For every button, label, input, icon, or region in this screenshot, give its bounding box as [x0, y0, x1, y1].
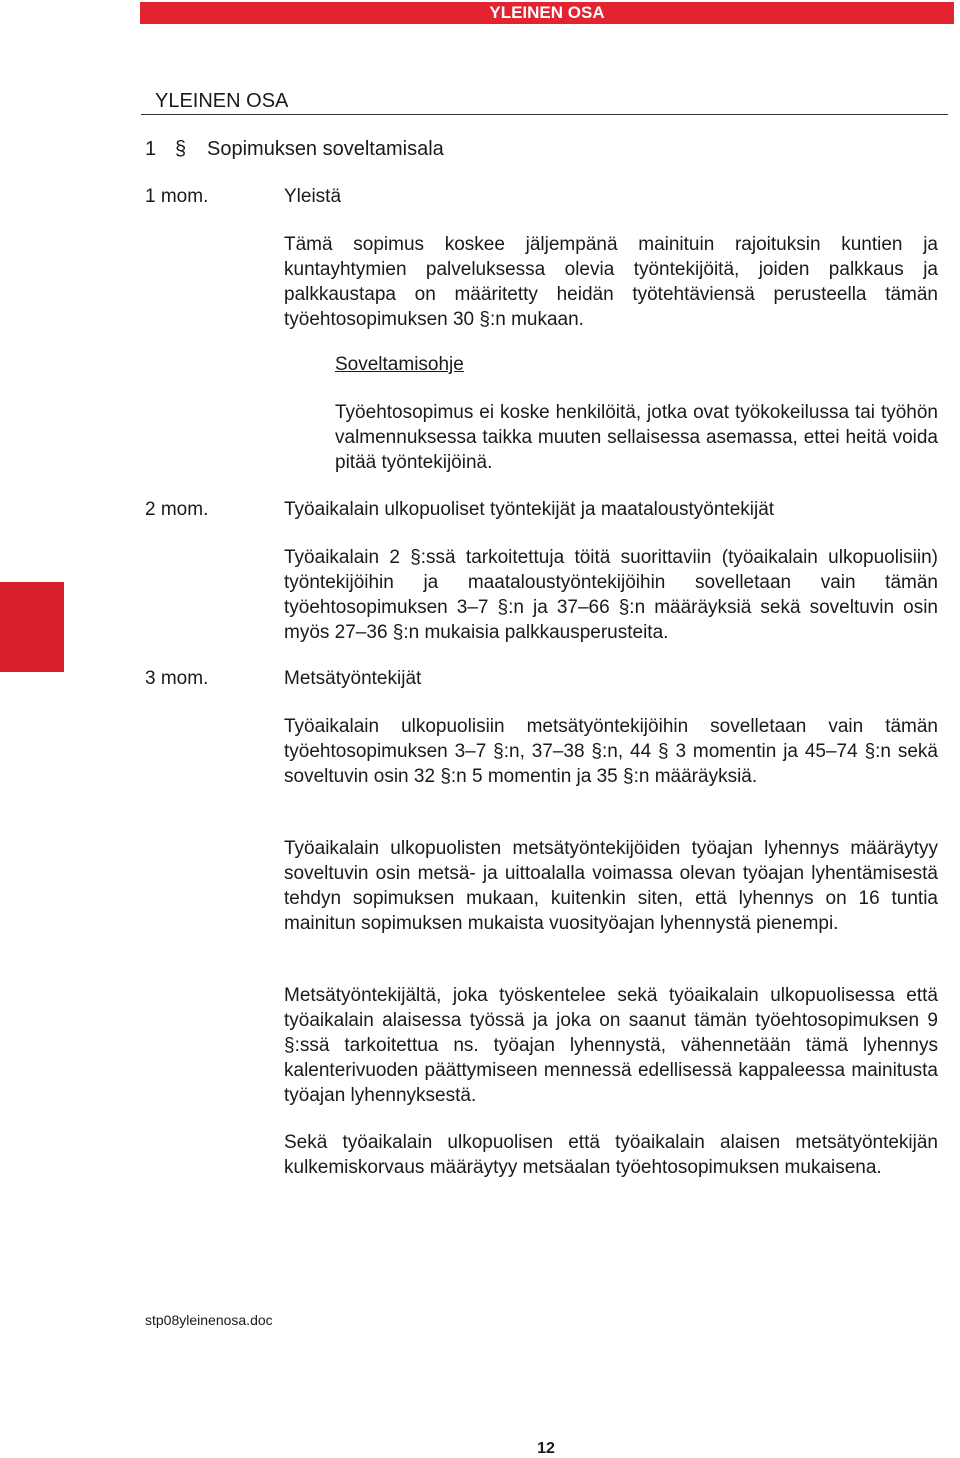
mom3-paragraph: Metsätyöntekijältä, joka työskentelee sekä työaikalain ulkopuolisessa että työaikalain alaisessa työssä ja joka on saanut tämän työehtosopimuksen 9 §:ssä tarkoitettua ns. työajan lyhennystä, vähennetään tämä lyhennys kalenterivuoden päättymiseen mennessä edellisessä kappaleessa mainitusta työajan lyhennyksestä.: [284, 985, 938, 1106]
section-symbol: §: [175, 138, 187, 160]
mom3-paragraph: Sekä työaikalain ulkopuolisen että työaikalain alaisen metsätyöntekijän kulkemiskorvaus määräytyy metsäalan työehtosopimuksen mukaisena.: [284, 1132, 938, 1178]
mom1-paragraph: Tämä sopimus koskee jäljempänä mainituin rajoituksin kuntien ja kuntayhtymien palveluksessa olevia työntekijöitä, joiden palkkaus ja palkkaustapa on määritetty heidän työtehtäviensä perusteella tämän työehtosopimuksen 30 §:n mukaan.: [284, 234, 938, 330]
application-note-text: Työehtosopimus ei koske henkilöitä, jotka ovat työkokeilussa tai työhön valmennuksessa taikka muuten sellaisessa asemassa, ettei heitä voida pitää työntekijöinä.: [335, 402, 938, 473]
mom2-text: [284, 545, 938, 645]
mom3-paragraph: Työaikalain ulkopuolisiin metsätyöntekijöihin sovelletaan vain tämän työehtosopimuksen 3‒7 §:n, 37‒38 §:n, 44 § 3 momentin ja 45‒74 §:n sekä soveltuvin osin 32 §:n 5 momentin ja 35 §:n määräyksiä.: [284, 716, 938, 787]
mom3-text-4: [284, 1130, 938, 1180]
mom1-text: [284, 232, 938, 332]
paragraph-heading: [145, 138, 444, 161]
mom1-label: 1 mom.: [145, 186, 209, 207]
title-divider: [141, 114, 948, 115]
footer-filename: stp08yleinenosa.doc: [145, 1312, 273, 1328]
mom2-label: 2 mom.: [145, 499, 209, 520]
paragraph-title: Sopimuksen soveltamisala: [207, 138, 444, 160]
mom1-title: Yleistä: [284, 186, 342, 207]
mom3-text-2: [284, 836, 938, 936]
mom3-paragraph: Työaikalain ulkopuolisten metsätyöntekijöiden työajan lyhennys määräytyy soveltuvin osin metsä- ja uittoalalla voimassa olevan työajan lyhentämisestä tehdyn sopimuksen mukaan, kuitenkin siten, että lyhennys on 16 tuntia mainitun sopimuksen mukaista vuosityöajan lyhennystä pienempi.: [284, 838, 938, 934]
mom3-title: Metsätyöntekijät: [284, 668, 422, 689]
mom3-text-3: [284, 983, 938, 1108]
section-title: YLEINEN OSA: [155, 90, 289, 112]
mom2-title: Työaikalain ulkopuoliset työntekijät ja maataloustyöntekijät: [284, 499, 775, 520]
mom3-text-1: [284, 714, 938, 789]
application-note-title: Soveltamisohje: [335, 354, 464, 375]
mom3-label: 3 mom.: [145, 668, 209, 689]
side-tab-marker: [0, 582, 64, 672]
mom2-paragraph: Työaikalain 2 §:ssä tarkoitettuja töitä suorittaviin (työaikalain ulkopuolisiin) työntekijöihin ja maataloustyöntekijöihin sovelletaan vain tämän työehtosopimuksen 3‒7 §:n ja 37‒66 §:n määräyksiä sekä soveltuvin osin myös 27‒36 §:n mukaisia palkkausperusteita.: [284, 547, 938, 643]
page-number: 12: [537, 1440, 555, 1457]
top-banner: [140, 2, 954, 24]
paragraph-number: 1: [145, 138, 157, 160]
banner-title: YLEINEN OSA: [489, 3, 605, 22]
